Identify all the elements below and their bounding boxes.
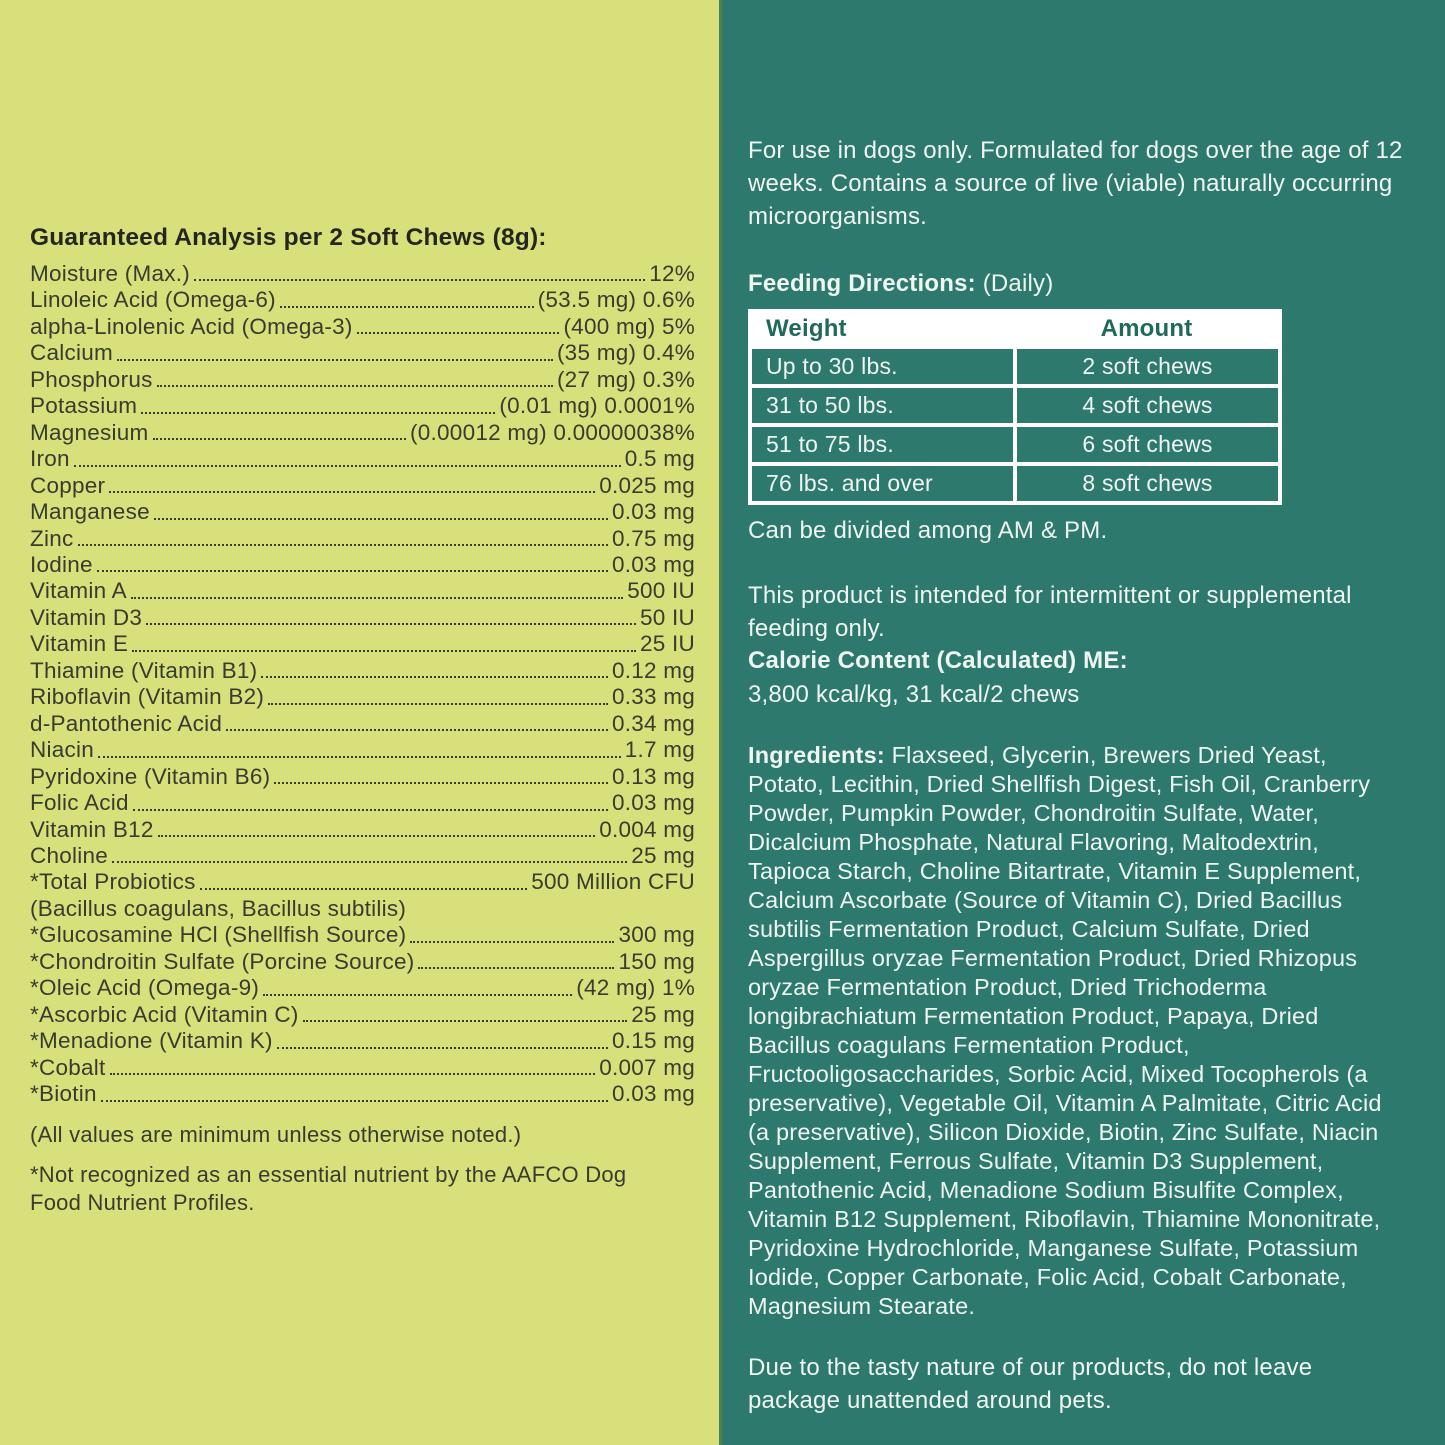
analysis-row <box>30 261 695 287</box>
feeding-table-weight-cell: Up to 30 lbs. <box>752 349 1013 384</box>
analysis-row-value: 0.13 mg <box>611 763 695 789</box>
analysis-row-label: Riboflavin (Vitamin B2) <box>30 684 265 710</box>
dotted-leader <box>277 1047 608 1049</box>
ingredients-label: Ingredients: <box>748 742 885 768</box>
dotted-leader <box>110 1073 596 1075</box>
analysis-row-value: (42 mg) 1% <box>576 975 695 1001</box>
analysis-row <box>30 605 695 631</box>
calorie-content-value: 3,800 kcal/kg, 31 kcal/2 chews <box>748 681 1080 708</box>
analysis-row-label: Manganese <box>30 499 150 525</box>
analysis-row-label: Potassium <box>30 393 138 419</box>
analysis-row <box>30 446 695 472</box>
analysis-row-value: 300 mg <box>618 922 695 948</box>
analysis-row-label: *Menadione (Vitamin K) <box>30 1028 273 1054</box>
ingredients-paragraph <box>748 741 1405 1321</box>
analysis-row-value: 0.007 mg <box>599 1054 695 1080</box>
analysis-row-label: Vitamin A <box>30 578 127 604</box>
dotted-leader <box>357 332 560 334</box>
dotted-leader <box>146 623 636 625</box>
package-warning: Due to the tasty nature of our products, do not leave package unattended around pets. <box>748 1354 1313 1414</box>
feeding-table-row <box>752 388 1278 423</box>
feeding-table-amount-cell: 4 soft chews <box>1017 388 1278 423</box>
dotted-leader <box>132 650 636 652</box>
analysis-row-label: Moisture (Max.) <box>30 261 191 286</box>
dotted-leader <box>158 835 596 837</box>
dotted-leader <box>97 570 608 572</box>
feeding-directions-table <box>748 309 1282 505</box>
analysis-row-label: Vitamin D3 <box>30 604 143 630</box>
analysis-row <box>30 367 695 393</box>
analysis-row-label: Thiamine (Vitamin B1) <box>30 657 258 683</box>
feeding-table-header-amount: Amount <box>1100 315 1193 342</box>
analysis-row <box>30 340 695 366</box>
analysis-row <box>30 499 695 525</box>
feeding-table-row <box>752 349 1278 384</box>
guaranteed-analysis-panel <box>0 0 719 1445</box>
analysis-row-value: (0.01 mg) 0.0001% <box>499 393 695 419</box>
analysis-row-value: (53.5 mg) 0.6% <box>537 287 695 313</box>
dotted-leader <box>101 1100 608 1102</box>
dotted-leader <box>194 279 645 281</box>
dotted-leader <box>268 703 608 705</box>
feeding-table-amount-cell: 8 soft chews <box>1017 466 1278 501</box>
dotted-leader <box>303 1020 628 1022</box>
analysis-row-label: *Glucosamine HCl (Shellfish Source) <box>30 922 407 948</box>
analysis-row-label: *Ascorbic Acid (Vitamin C) <box>30 1001 299 1027</box>
analysis-row <box>30 420 695 446</box>
dotted-leader <box>98 756 621 758</box>
analysis-row-label: Folic Acid <box>30 790 129 816</box>
feeding-directions-label: Feeding Directions: <box>748 270 976 297</box>
analysis-row-value: 500 Million CFU <box>531 869 695 895</box>
analysis-row <box>30 737 695 763</box>
calorie-content-heading <box>748 645 1405 676</box>
analysis-row-label: alpha-Linolenic Acid (Omega-3) <box>30 313 353 339</box>
analysis-row <box>30 1055 695 1081</box>
analysis-row <box>30 790 695 816</box>
feeding-directions-suffix: (Daily) <box>975 270 1054 297</box>
dotted-leader <box>274 782 608 784</box>
analysis-row <box>30 975 695 1001</box>
analysis-row-label: Copper <box>30 472 106 498</box>
analysis-row <box>30 1002 695 1028</box>
analysis-row-value: 0.03 mg <box>611 551 695 577</box>
analysis-row-value: 0.33 mg <box>611 684 695 710</box>
analysis-row-label: Phosphorus <box>30 366 153 392</box>
dotted-leader <box>418 967 614 969</box>
feeding-table-header-row <box>752 313 1278 345</box>
analysis-row <box>30 949 695 975</box>
analysis-row-value: 0.03 mg <box>611 1081 695 1107</box>
analysis-row-value: (400 mg) 5% <box>563 313 695 339</box>
analysis-row-label: (Bacillus coagulans, Bacillus subtilis) <box>30 895 407 921</box>
analysis-row-value: 150 mg <box>618 948 695 974</box>
analysis-row-value: 0.5 mg <box>624 446 695 472</box>
analysis-row <box>30 711 695 737</box>
dotted-leader <box>263 994 572 996</box>
analysis-row-label: Vitamin E <box>30 631 129 657</box>
feeding-table-amount-cell: 6 soft chews <box>1017 427 1278 462</box>
analysis-row-value: 0.025 mg <box>599 472 695 498</box>
dotted-leader <box>78 544 608 546</box>
feeding-table-row <box>752 427 1278 462</box>
analysis-row-value: (0.00012 mg) 0.00000038% <box>410 419 695 445</box>
analysis-row-value: 25 mg <box>631 1001 695 1027</box>
analysis-row <box>30 473 695 499</box>
analysis-row-label: *Total Probiotics <box>30 869 196 895</box>
analysis-row-label: Choline <box>30 842 109 868</box>
feeding-table-weight-cell: 31 to 50 lbs. <box>752 388 1013 423</box>
analysis-row <box>30 922 695 948</box>
dotted-leader <box>112 861 627 863</box>
analysis-row-value: 25 mg <box>631 842 695 868</box>
dotted-leader <box>261 676 608 678</box>
dotted-leader <box>109 491 595 493</box>
dotted-leader <box>117 359 553 361</box>
analysis-row-value: (35 mg) 0.4% <box>556 340 695 366</box>
analysis-row-value: 0.15 mg <box>611 1028 695 1054</box>
analysis-row <box>30 843 695 869</box>
dotted-leader <box>226 729 608 731</box>
analysis-row-label: Pyridoxine (Vitamin B6) <box>30 763 271 789</box>
analysis-row-label: Niacin <box>30 737 95 763</box>
analysis-row-label: *Biotin <box>30 1081 97 1107</box>
analysis-row <box>30 1028 695 1054</box>
analysis-row-value: 25 IU <box>639 631 695 657</box>
dotted-leader <box>410 941 614 943</box>
analysis-row <box>30 896 695 922</box>
analysis-row-value: 0.03 mg <box>611 790 695 816</box>
analysis-row-label: Iodine <box>30 551 93 577</box>
analysis-row <box>30 526 695 552</box>
analysis-row <box>30 314 695 340</box>
ingredients-text: Flaxseed, Glycerin, Brewers Dried Yeast, Potato, Lecithin, Dried Shellfish Digest, Fish Oil, Cranberry Powder, Pumpkin Powder, Chondroitin Sulfate, Water, Dicalcium Phosphate, Natural Flavoring, Maltodextrin, Tapioca Starch, Choline Bitartrate, Vitamin E Supplement, Calcium Ascorbate (Source of Vitamin C), Dried Bacillus subtilis Fermentation Product, Calcium Sulfate, Dried Aspergillus oryzae Fermentation Product, Dried Rhizopus oryzae Fermentation Product, Dried Trichoderma longibrachiatum Fermentation Product, Papaya, Dried Bacillus coagulans Fermentation Product, Fructooligosaccharides, Sorbic Acid, Mixed Tocopherols (a preservative), Vegetable Oil, Vitamin A Palmitate, Citric Acid (a preservative), Silicon Dioxide, Biotin, Zinc Sulfate, Niacin Supplement, Ferrous Sulfate, Vitamin D3 Supplement, Pantothenic Acid, Menadione Sodium Bisulfite Complex, Vitamin B12 Supplement, Riboflavin, Thiamine Mononitrate, Pyridoxine Hydrochloride, Manganese Sulfate, Potassium Iodide, Copper Carbonate, Folic Acid, Cobalt Carbonate, Magnesium Stearate. <box>748 742 1382 1319</box>
analysis-row <box>30 817 695 843</box>
analysis-row-label: Iron <box>30 446 70 472</box>
dotted-leader <box>154 518 608 520</box>
usage-statement: For use in dogs only. Formulated for dogs over the age of 12 weeks. Contains a source of live (viable) naturally occurring microorganisms. <box>748 137 1403 230</box>
feeding-table-header-weight: Weight <box>766 315 847 342</box>
analysis-row <box>30 631 695 657</box>
dotted-leader <box>280 306 534 308</box>
analysis-row-value: 12% <box>649 261 695 286</box>
feeding-directions-heading <box>748 270 1405 298</box>
analysis-row-label: Vitamin B12 <box>30 816 154 842</box>
analysis-row <box>30 869 695 895</box>
analysis-row-label: d-Pantothenic Acid <box>30 710 223 736</box>
divided-note: Can be divided among AM & PM. <box>748 517 1108 544</box>
dotted-leader <box>131 597 623 599</box>
feeding-table-amount-cell: 2 soft chews <box>1017 349 1278 384</box>
analysis-row <box>30 1081 695 1107</box>
dotted-leader <box>153 438 406 440</box>
intermittent-feeding-statement: This product is intended for intermittent or supplemental feeding only. <box>748 582 1352 642</box>
analysis-row <box>30 764 695 790</box>
dotted-leader <box>141 412 495 414</box>
analysis-row-value: 0.004 mg <box>599 816 695 842</box>
dotted-leader <box>200 888 528 890</box>
analysis-row <box>30 552 695 578</box>
analysis-row-value: 500 IU <box>627 578 695 604</box>
analysis-row <box>30 658 695 684</box>
analysis-row <box>30 393 695 419</box>
aafco-note: *Not recognized as an essential nutrient by the AAFCO Dog Food Nutrient Profiles. <box>30 1162 627 1215</box>
feeding-table-weight-cell: 76 lbs. and over <box>752 466 1013 501</box>
analysis-row <box>30 578 695 604</box>
analysis-row-label: *Cobalt <box>30 1054 106 1080</box>
info-panel <box>722 0 1445 1445</box>
analysis-row-label: Magnesium <box>30 419 149 445</box>
analysis-row-label: *Oleic Acid (Omega-9) <box>30 975 260 1001</box>
analysis-row-value: 1.7 mg <box>624 737 695 763</box>
dotted-leader <box>157 385 553 387</box>
analysis-row-value: 50 IU <box>639 604 695 630</box>
analysis-row-value: 0.75 mg <box>611 525 695 551</box>
feeding-table-weight-cell: 51 to 75 lbs. <box>752 427 1013 462</box>
analysis-row-value: 0.03 mg <box>611 499 695 525</box>
analysis-row-value: 0.34 mg <box>611 710 695 736</box>
dotted-leader <box>133 809 608 811</box>
analysis-row-label: Linoleic Acid (Omega-6) <box>30 287 276 313</box>
analysis-row-value: (27 mg) 0.3% <box>556 366 695 392</box>
minimum-values-note: (All values are minimum unless otherwise noted.) <box>30 1121 522 1147</box>
analysis-row-label: Calcium <box>30 340 114 366</box>
analysis-row-label: Zinc <box>30 525 74 551</box>
analysis-row <box>30 684 695 710</box>
guaranteed-analysis-list <box>30 261 695 1108</box>
analysis-row-label: *Chondroitin Sulfate (Porcine Source) <box>30 948 415 974</box>
guaranteed-analysis-title: Guaranteed Analysis per 2 Soft Chews (8g): <box>30 224 547 251</box>
calorie-content-label: Calorie Content (Calculated) ME: <box>748 647 1128 674</box>
analysis-row-value: 0.12 mg <box>611 657 695 683</box>
dotted-leader <box>74 465 621 467</box>
analysis-row <box>30 287 695 313</box>
feeding-table-row <box>752 466 1278 501</box>
